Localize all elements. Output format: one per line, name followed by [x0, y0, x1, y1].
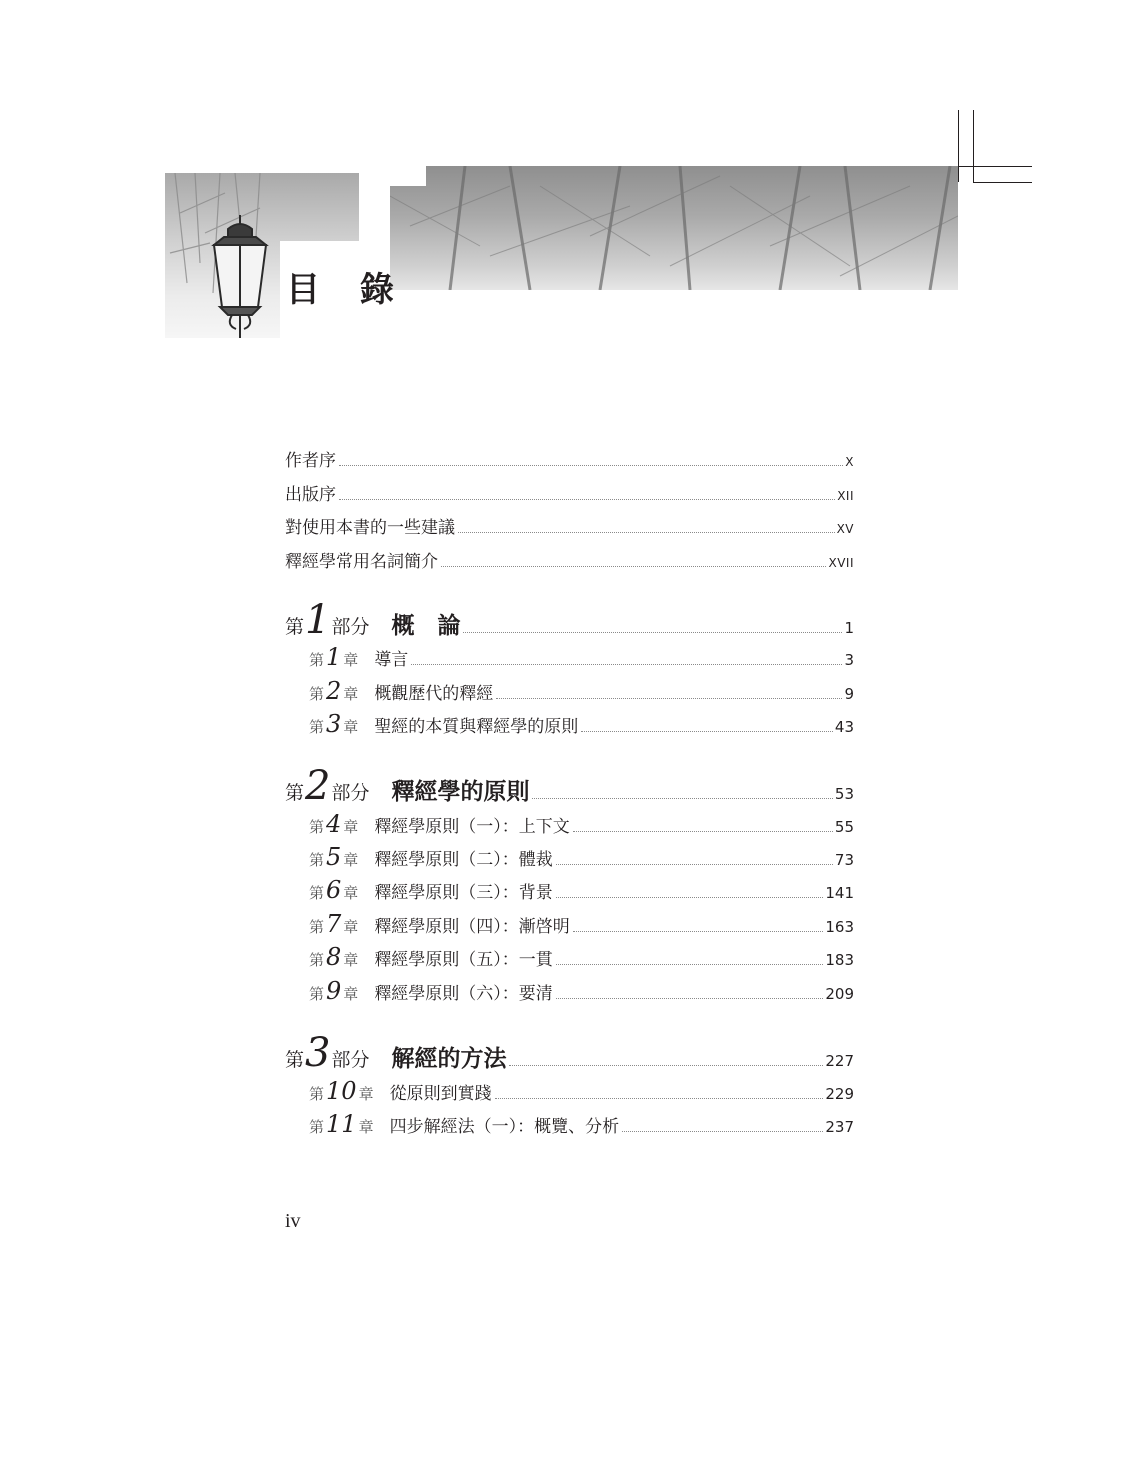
- toc-entry[interactable]: [285, 547, 854, 572]
- toc-chapter[interactable]: [285, 710, 854, 738]
- toc-chapter-page: 9: [844, 685, 854, 703]
- leader-dots: [339, 498, 835, 500]
- toc-entry-title: 釋經學常用名詞簡介: [285, 552, 438, 572]
- street-lamp-icon: [200, 215, 280, 338]
- toc-chapter-title: 第10 章 從原則到實踐: [309, 1077, 492, 1105]
- toc-chapter[interactable]: [285, 677, 854, 705]
- toc-part-title: 第1部分 概 論: [285, 597, 461, 643]
- leader-dots: [581, 730, 833, 732]
- toc-chapter-page: 43: [834, 718, 854, 736]
- toc-entry-page: XII: [837, 489, 854, 503]
- toc-chapter-page: 183: [825, 951, 854, 969]
- leader-dots: [463, 631, 842, 633]
- toc-chapter-title: 第7 章 釋經學原則（四）：漸啓明: [309, 910, 570, 938]
- toc-entry-page: X: [845, 455, 854, 469]
- crop-mark: [958, 166, 1032, 167]
- toc-chapter-title: 第1 章 導言: [309, 643, 409, 671]
- toc-part[interactable]: [285, 597, 854, 643]
- leader-dots: [496, 697, 842, 699]
- toc-chapter-title: 第8 章 釋經學原則（五）：一貫: [309, 943, 553, 971]
- toc-chapter[interactable]: [285, 1077, 854, 1105]
- toc-chapter[interactable]: [285, 977, 854, 1005]
- toc-part-page: 227: [825, 1052, 854, 1070]
- leader-dots: [509, 1064, 823, 1066]
- toc-chapter-title: 第11 章 四步解經法（一）：概覽、分析: [309, 1110, 620, 1138]
- leader-dots: [411, 663, 842, 665]
- toc-entry[interactable]: [285, 513, 854, 538]
- toc-chapter[interactable]: [285, 843, 854, 871]
- toc-chapter-page: 55: [834, 818, 854, 836]
- page-title: 目 錄: [286, 270, 408, 310]
- toc-chapter-title: 第9 章 釋經學原則（六）：要清: [309, 977, 553, 1005]
- toc-entry[interactable]: [285, 446, 854, 471]
- toc-chapter-title: 第3 章 聖經的本質與釋經學的原則: [309, 710, 579, 738]
- leader-dots: [573, 830, 833, 832]
- toc-part[interactable]: [285, 763, 854, 809]
- leader-dots: [556, 997, 824, 999]
- leader-dots: [556, 963, 824, 965]
- toc-part[interactable]: [285, 1030, 854, 1076]
- toc-chapter-page: 141: [825, 884, 854, 902]
- toc-chapter-page: 163: [825, 918, 854, 936]
- leader-dots: [556, 896, 824, 898]
- toc-chapter-page: 209: [825, 985, 854, 1003]
- leader-dots: [556, 863, 833, 865]
- leader-dots: [458, 531, 835, 533]
- toc-chapter-title: 第4 章 釋經學原則（一）：上下文: [309, 810, 570, 838]
- leader-dots: [495, 1097, 824, 1099]
- toc-entry-page: XV: [836, 522, 854, 536]
- toc-chapter-title: 第6 章 釋經學原則（三）：背景: [309, 876, 553, 904]
- crop-mark: [973, 110, 974, 182]
- toc-part-page: 1: [844, 619, 854, 637]
- toc-chapter[interactable]: [285, 810, 854, 838]
- crop-mark: [973, 182, 1032, 183]
- toc-chapter[interactable]: [285, 943, 854, 971]
- toc-chapter-title: 第2 章 概觀歷代的釋經: [309, 677, 494, 705]
- toc-chapter-page: 3: [844, 651, 854, 669]
- toc-entry-title: 對使用本書的一些建議: [285, 518, 455, 538]
- page-number: iv: [285, 1210, 301, 1232]
- leader-dots: [339, 464, 843, 466]
- leader-dots: [573, 930, 824, 932]
- toc-part-title: 第3部分 解經的方法: [285, 1030, 507, 1076]
- toc-chapter-page: 237: [825, 1118, 854, 1136]
- toc-chapter[interactable]: [285, 643, 854, 671]
- toc-chapter-page: 73: [834, 851, 854, 869]
- toc-part-page: 53: [834, 785, 854, 803]
- toc-entry-title: 出版序: [285, 485, 336, 505]
- toc-entry-page: XVII: [828, 556, 854, 570]
- leader-dots: [441, 565, 826, 567]
- toc-chapter[interactable]: [285, 876, 854, 904]
- toc-part-title: 第2部分 釋經學的原則: [285, 763, 530, 809]
- toc-chapter[interactable]: [285, 910, 854, 938]
- toc-entry[interactable]: [285, 480, 854, 505]
- table-of-contents: [285, 0, 854, 1470]
- toc-entry-title: 作者序: [285, 451, 336, 471]
- leader-dots: [532, 797, 832, 799]
- toc-chapter-title: 第5 章 釋經學原則（二）：體裁: [309, 843, 553, 871]
- toc-chapter[interactable]: [285, 1110, 854, 1138]
- toc-chapter-page: 229: [825, 1085, 854, 1103]
- leader-dots: [622, 1130, 823, 1132]
- crop-mark: [958, 110, 959, 182]
